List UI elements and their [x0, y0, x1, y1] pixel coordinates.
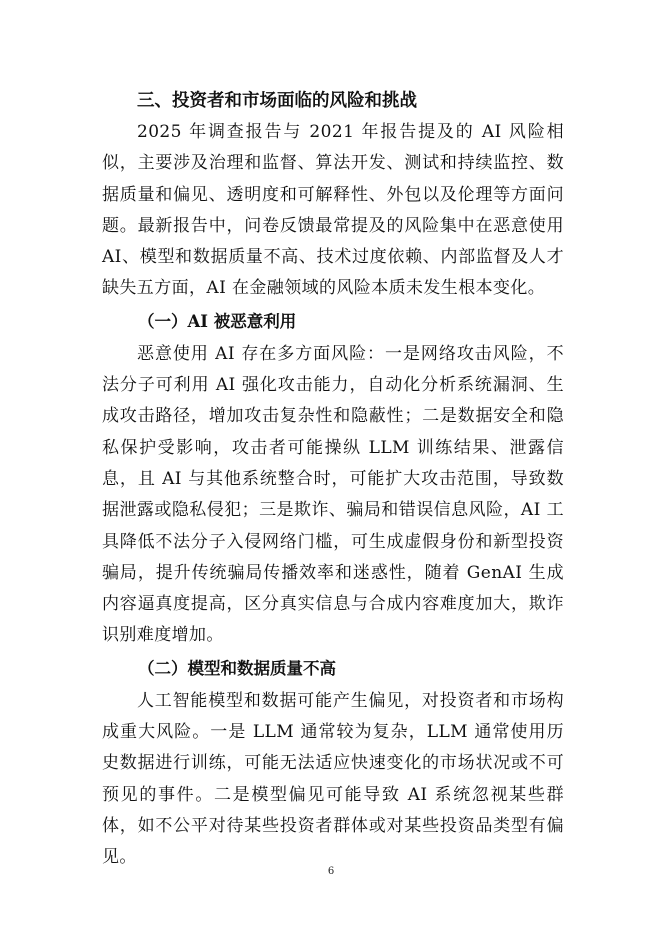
- model-data-quality-paragraph: 人工智能模型和数据可能产生偏见，对投资者和市场构成重大风险。一是 LLM 通常较为复杂，LLM 通常使用历史数据进行训练，可能无法适应快速变化的市场状况或不可预见的事件。二是模型偏见可能导致 AI 系统忽视某些群体，如不公平对待某些投资者群体或对某些投资品类型有偏见。: [102, 690, 564, 868]
- page-content: [102, 86, 564, 874]
- intro-paragraph: 2025 年调查报告与 2021 年报告提及的 AI 风险相似，主要涉及治理和监督、算法开发、测试和持续监控、数据质量和偏见、透明度和可解释性、外包以及伦理等方面问题。最新报告中，问卷反馈最常提及的风险集中在恶意使用 AI、模型和数据质量不高、技术过度依赖、内部监督及人才缺失五方面，AI 在金融领域的风险本质未发生根本变化。: [102, 122, 564, 299]
- subsection-heading-malicious-use: （一）AI 被恶意利用: [138, 311, 297, 331]
- subsection-heading-model-data-quality: （二）模型和数据质量不高: [138, 658, 336, 678]
- page-number: 6: [327, 866, 335, 877]
- section-heading: 三、投资者和市场面临的风险和挑战: [137, 91, 417, 111]
- malicious-use-paragraph: 恶意使用 AI 存在多方面风险：一是网络攻击风险，不法分子可利用 AI 强化攻击能力，自动化分析系统漏洞、生成攻击路径，增加攻击复杂性和隐蔽性；二是数据安全和隐私保护受影响，攻击者可能操纵 LLM 训练结果、泄露信息，且 AI 与其他系统整合时，可能扩大攻击范围，导致数据泄露或隐私侵犯；三是欺诈、骗局和错误信息风险，AI 工具降低不法分子入侵网络门槛，可生成虚假身份和新型投资骗局，提升传统骗局传播效率和迷惑性，随着 GenAI 生成内容逼真度提高，区分真实信息与合成内容难度加大，欺诈识别难度增加。: [102, 343, 564, 646]
